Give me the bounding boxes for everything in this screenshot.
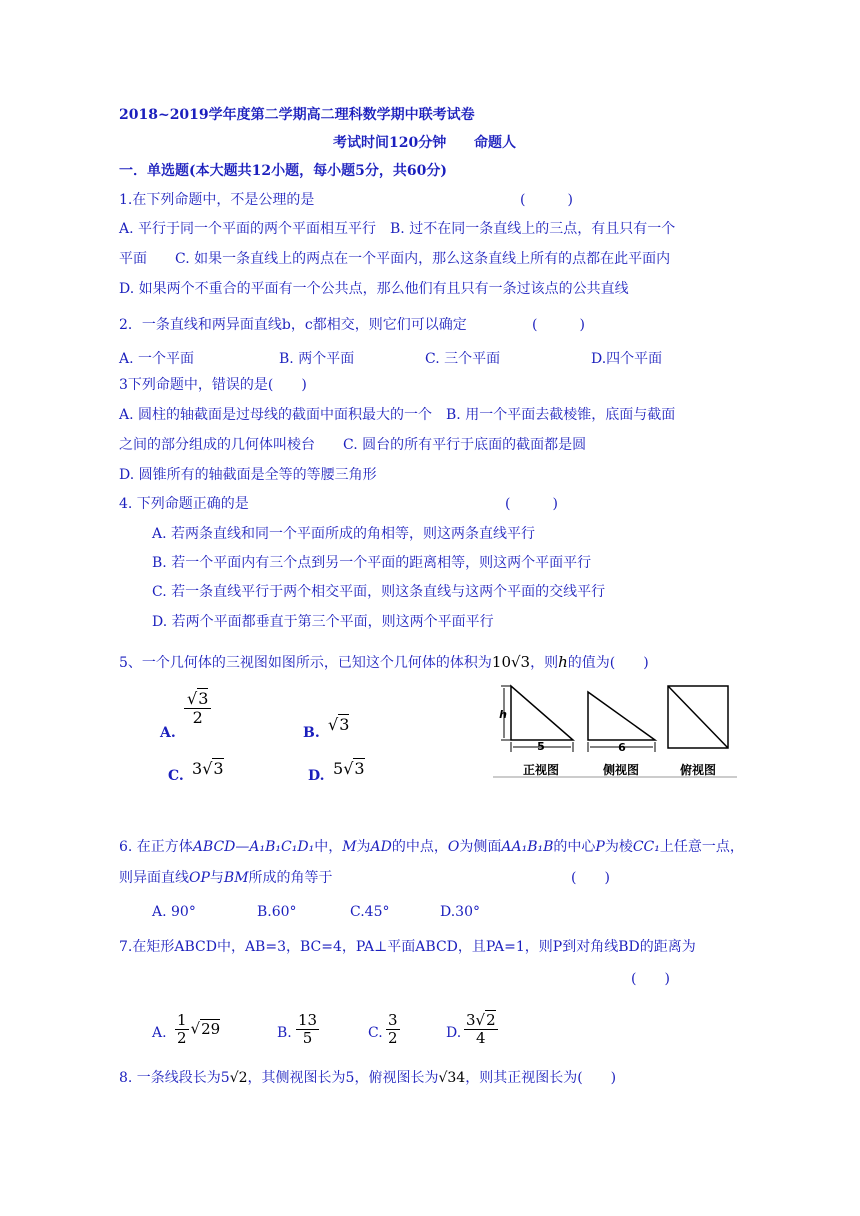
q6-text: 6. 在正方体 — [119, 839, 193, 855]
q1-options-line2: 平面 C. 如果一条直线上的两点在一个平面内，那么这条直线上所有的点都在此平面内 — [119, 251, 671, 267]
q6-edge-cc1: CC₁ — [632, 839, 660, 855]
q5-option-b-label: B. — [303, 725, 320, 741]
q6-line-op: OP — [189, 870, 210, 886]
q5-option-d-label: D. — [308, 768, 325, 784]
side-view-caption: 侧视图 — [602, 763, 640, 777]
q6-point-m: M — [342, 839, 357, 855]
q5-option-a-value: $\frac{√3}{2}$ — [184, 690, 211, 727]
q6-text: 为侧面 — [459, 839, 502, 855]
q6-text: 中， — [314, 839, 343, 855]
q7-option-d-value: $\frac{3√2}{4}$ — [466, 1011, 496, 1047]
q2-stem: 2．一条直线和两异面直线b，c都相交，则它们可以确定 — [119, 317, 467, 333]
q1-options-line3: D. 如果两个不重合的平面有一个公共点，那么他们有且只有一条过该点的公共直线 — [119, 281, 629, 297]
q6-text: 上任意一点， — [659, 839, 744, 855]
q6-line-bm: BM — [223, 870, 249, 886]
q7-option-a-value: $\frac{1}{2}$ √29 — [177, 1011, 221, 1047]
q5-stem — [119, 653, 649, 672]
q8-sqrt2: √2 — [229, 1070, 248, 1086]
q8-text: ，其侧视图长为5，俯视图长为 — [247, 1070, 439, 1086]
q7-option-d-label: D. — [446, 1025, 462, 1041]
q6-line1 — [119, 838, 744, 856]
q2-option-c: C. 三个平面 — [425, 351, 501, 367]
q6-text: 为棱 — [604, 839, 633, 855]
q7-option-b-label: B. — [277, 1025, 292, 1041]
q7-option-c-label: C. — [368, 1025, 383, 1041]
q3-options-line3: D. 圆锥所有的轴截面是全等的等腰三角形 — [119, 467, 377, 483]
q6-text: 的中心 — [553, 839, 596, 855]
q3-options-line1: A. 圆柱的轴截面是过母线的截面中面积最大的一个 B. 用一个平面去截棱锥，底面与截面 — [119, 407, 676, 423]
q5-option-c-label: C. — [168, 768, 184, 784]
q7-option-a-label: A. — [152, 1025, 167, 1041]
q7-stem: 7.在矩形ABCD中，AB=3，BC=4，PA⊥平面ABCD，且PA=1，则P到对角线BD的距离为 — [119, 939, 696, 955]
q1-stem: 1.在下列命题中，不是公理的是 — [119, 192, 315, 208]
exam-author: 命题人 — [474, 135, 516, 151]
q8-stem — [119, 1069, 616, 1087]
q6-text: 的中点， — [391, 839, 448, 855]
q6-point-p: P — [595, 839, 605, 855]
q1-options-line1: A. 平行于同一个平面的两个平面相互平行 B. 过不在同一条直线上的三点，有且只有一个 — [119, 221, 676, 237]
side-view-triangle — [588, 692, 655, 740]
q8-text: 8. 一条线段长为5 — [119, 1070, 230, 1086]
q6-segment-ad: AD — [370, 839, 392, 855]
q4-option-b: B. 若一个平面内有三个点到另一个平面的距离相等，则这两个平面平行 — [152, 555, 592, 571]
q6-text: 则异面直线 — [119, 870, 189, 886]
q6-text: 所成的角等于 — [248, 870, 333, 886]
q6-paren: ( ) — [571, 870, 610, 886]
q5-h-symbol: h — [558, 653, 568, 671]
front-view-triangle — [511, 686, 573, 740]
q6-point-o: O — [447, 839, 460, 855]
q3-options-line2: 之间的部分组成的几何体叫棱台 C. 圆台的所有平行于底面的截面都是圆 — [119, 437, 587, 453]
q6-option-a: A. 90° — [152, 904, 196, 920]
exam-title: 2018~2019学年度第二学期高二理科数学期中联考试卷 — [119, 107, 475, 123]
q5-option-c-value: 3√3 — [192, 759, 224, 778]
q4-option-a: A. 若两条直线和同一个平面所成的角相等，则这两条直线平行 — [152, 526, 536, 542]
q5-option-a-label: A. — [160, 725, 176, 741]
q2-option-a: A. 一个平面 — [119, 351, 195, 367]
q4-stem: 4. 下列命题正确的是 — [119, 496, 249, 512]
q2-option-d: D.四个平面 — [591, 351, 663, 367]
q6-line2 — [119, 869, 333, 887]
q4-option-d: D. 若两个平面都垂直于第三个平面，则这两个平面平行 — [152, 614, 494, 630]
q7-paren: ( ) — [631, 971, 670, 987]
front-view-caption: 正视图 — [522, 763, 560, 777]
q6-cube-name: ABCD—A₁B₁C₁D₁ — [192, 839, 315, 855]
q5-option-d-value: 5√3 — [333, 759, 365, 778]
h-label: h — [499, 708, 507, 721]
q6-face: AA₁B₁B — [501, 839, 554, 855]
q8-text: ，则其正视图长为( ) — [465, 1070, 617, 1086]
top-view-caption: 俯视图 — [679, 763, 717, 777]
q4-option-c: C. 若一条直线平行于两个相交平面，则这条直线与这两个平面的交线平行 — [152, 584, 606, 600]
q5-stem-text-a: 5、一个几何体的三视图如图所示，已知这个几何体的体积为 — [119, 655, 492, 671]
q6-option-d: D.30° — [440, 904, 480, 920]
q5-three-views-figure — [493, 684, 737, 780]
q4-paren: ( ) — [505, 496, 558, 512]
q5-stem-text-b: ，则 — [530, 655, 559, 671]
front-base-label: 5 — [537, 740, 545, 753]
q7-option-b-value: $\frac{13}{5}$ — [298, 1011, 318, 1047]
q2-option-b: B. 两个平面 — [279, 351, 355, 367]
q5-option-b-value: √3 — [328, 715, 350, 734]
q6-text: 与 — [209, 870, 224, 886]
q5-volume-value: 10√3 — [491, 653, 531, 671]
side-base-label: 6 — [618, 741, 626, 754]
q5-stem-text-c: 的值为( ) — [567, 655, 649, 671]
section-heading: 一．单选题(本大题共12小题，每小题5分，共60分) — [119, 163, 447, 179]
q8-sqrt34: √34 — [438, 1070, 466, 1086]
q2-paren: ( ) — [532, 317, 585, 333]
q6-text: 为 — [356, 839, 371, 855]
q7-option-c-value: $\frac{3}{2}$ — [388, 1011, 398, 1047]
q1-paren: ( ) — [520, 192, 573, 208]
q3-stem: 3下列命题中，错误的是( ) — [119, 377, 307, 393]
exam-time: 考试时间120分钟 — [333, 135, 447, 151]
q6-option-c: C.45° — [350, 904, 390, 920]
q6-option-b: B.60° — [257, 904, 297, 920]
